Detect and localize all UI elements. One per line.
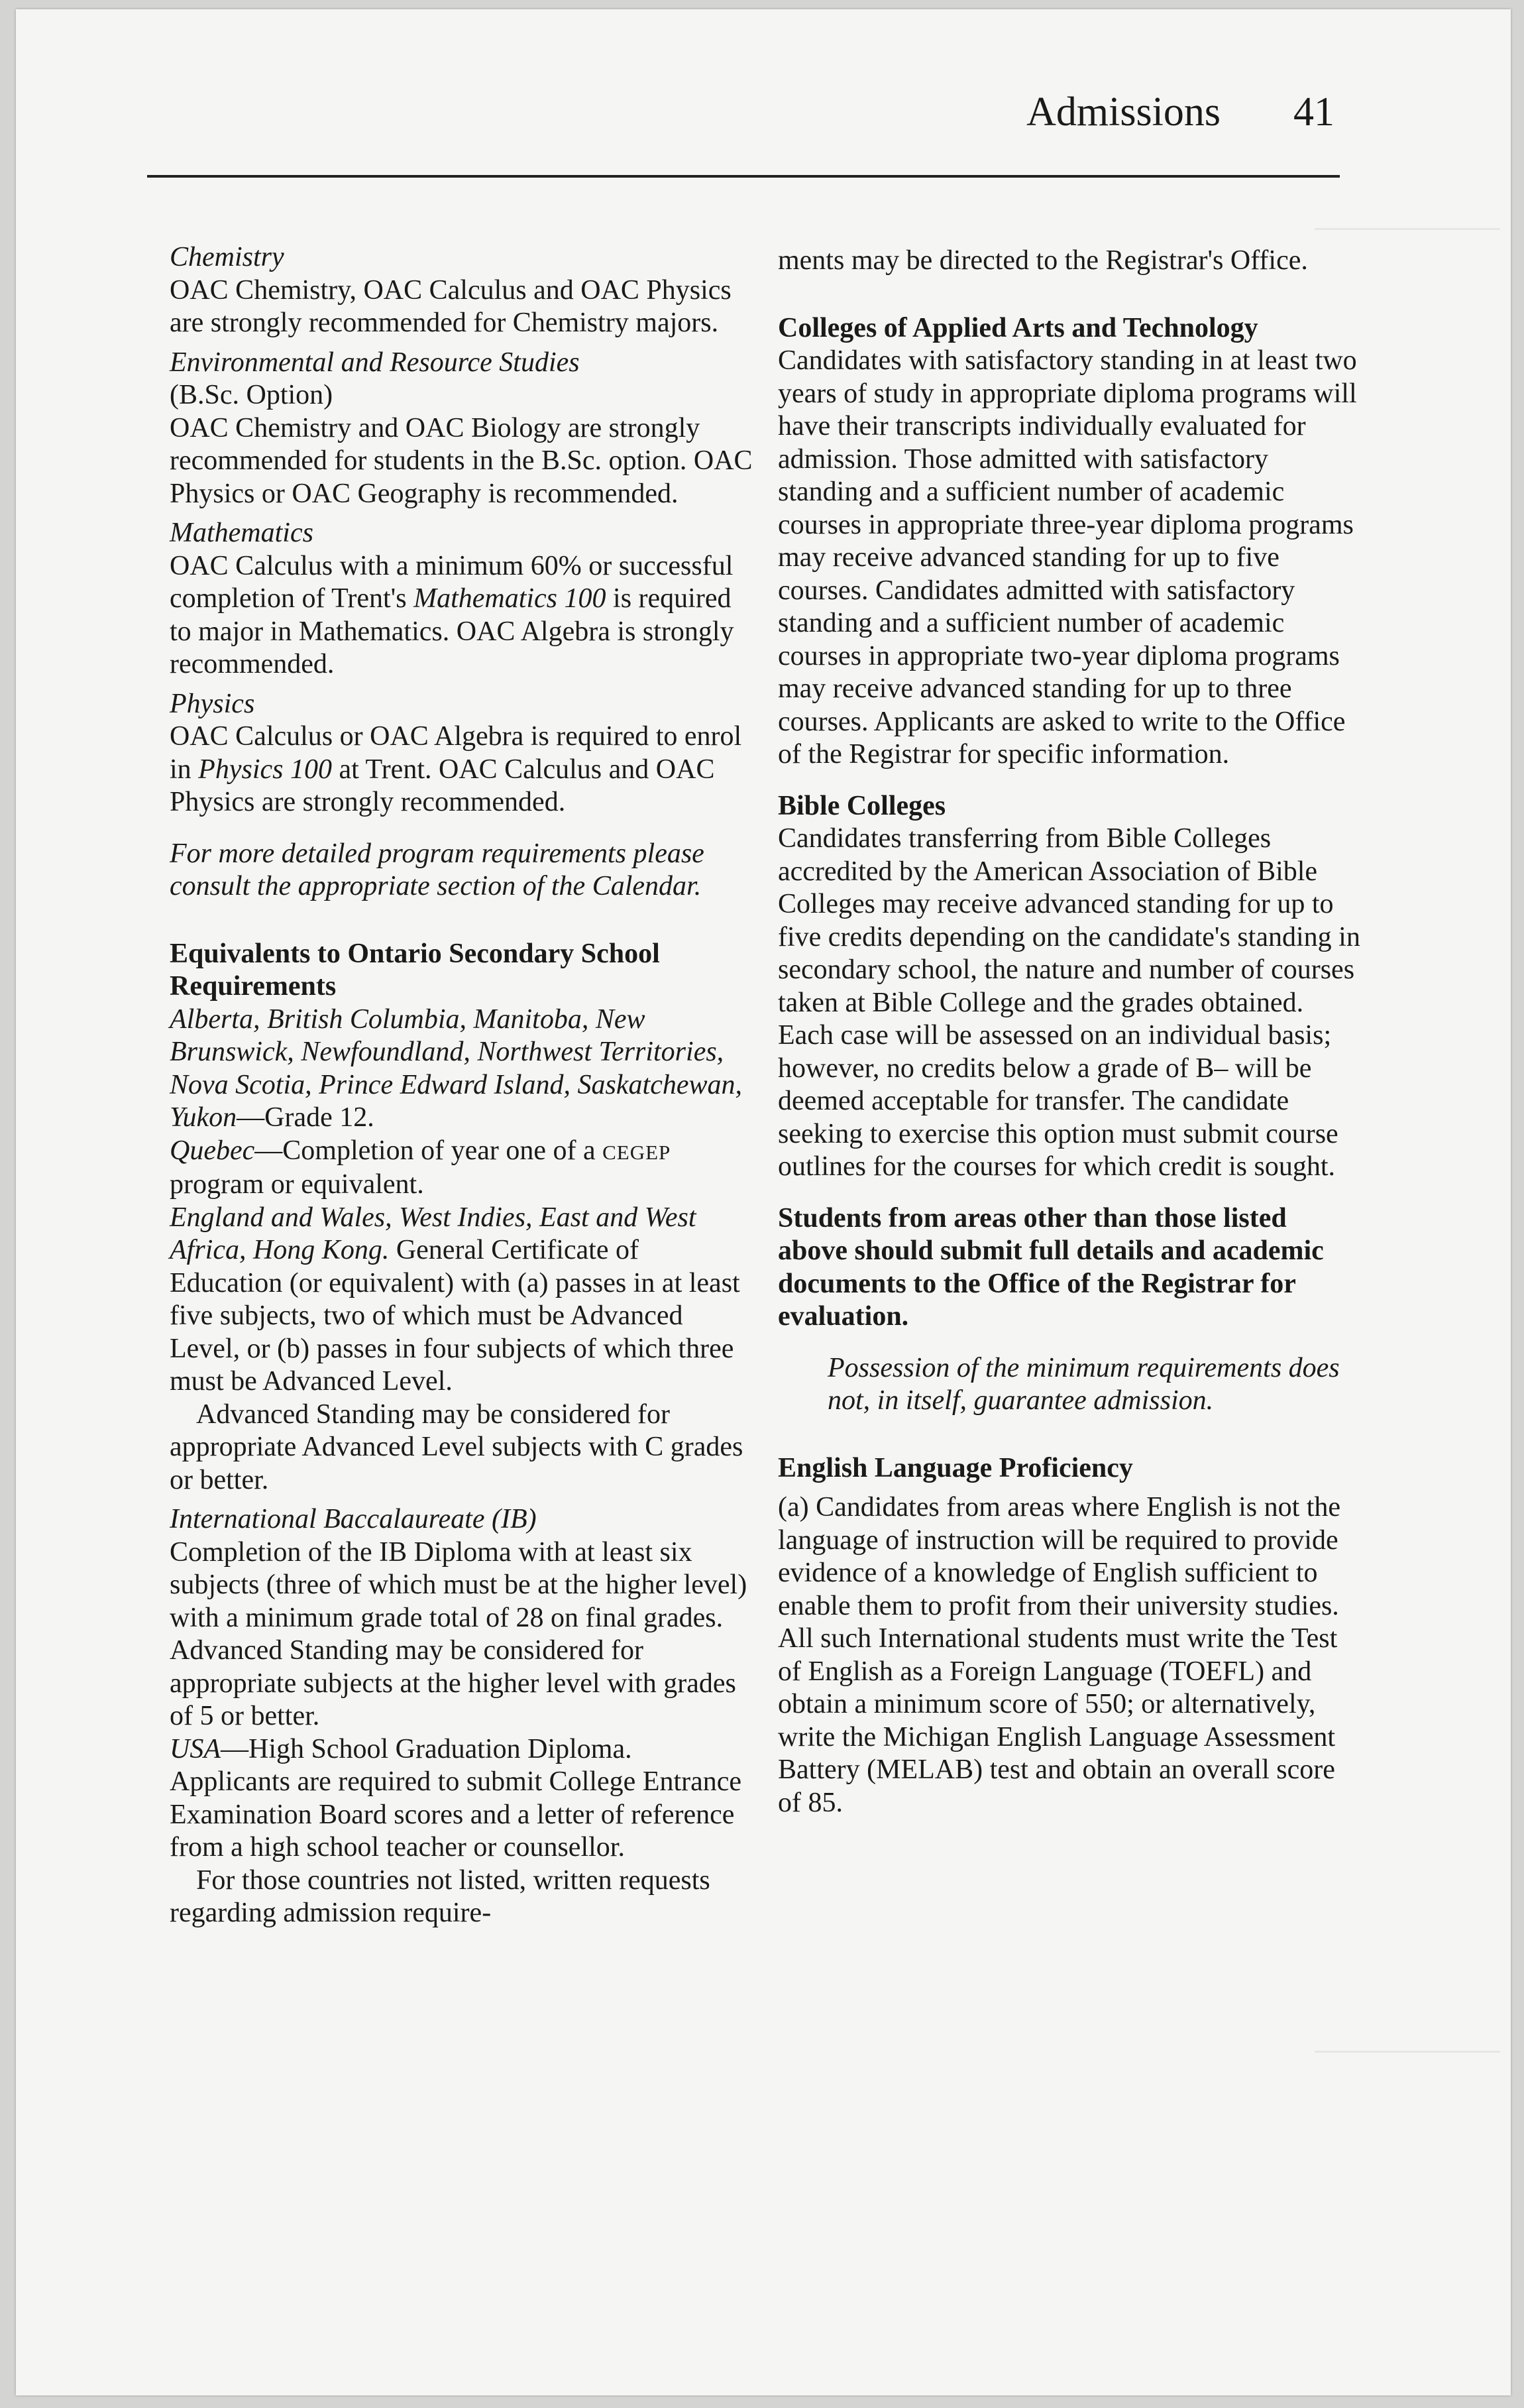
uk-requirements: General Certificate of Education (or equivalent) with (a) passes in at least five subjects, two of which must be Advanced Level, or (b) passes in four subjects of which three must be Advanced Level.	[170, 1235, 740, 1397]
quebec-text-part: —Completion of year one of a	[254, 1135, 596, 1166]
provinces-text	[170, 1003, 753, 1135]
physics-course: Physics 100	[198, 754, 332, 785]
page-number: 41	[1293, 89, 1334, 135]
bible-colleges-text: Candidates transferring from Bible Colleges accredited by the American Association of Bible Colleges may receive advanced standing for up to five credits depending on the candidate's standing in secondary school, the nature and number of courses taken at Bible College and the grades obtained. Each case will be assessed on an individual basis; however, no credits below a grade of B– will be deemed acceptable for transfer. The candidate seeking to exercise this option must submit course outlines for the courses for which credit is sought.	[778, 823, 1360, 1182]
env-option: (B.Sc. Option)	[170, 380, 333, 410]
bible-colleges-heading: Bible Colleges	[778, 790, 946, 821]
env-text: OAC Chemistry and OAC Biology are strongly recommended for students in the B.Sc. option. OAC Physics or OAC Geography is recommended.	[170, 412, 753, 509]
other-countries-text: For those countries not listed, written requests regarding admission require-	[170, 1864, 710, 1928]
physics-text-part: at Trent. OAC Calculus and OAC Physics are strongly recommended.	[170, 754, 715, 817]
usa-requirements: —High School Graduation Diploma. Applicants are required to submit College Entrance Examination Board scores and a letter of reference from a high school teacher or counsellor.	[170, 1733, 742, 1863]
quebec-text-part: program or equivalent.	[170, 1169, 424, 1200]
math-text	[170, 550, 753, 681]
possession-note: Possession of the minimum requirements does not, in itself, guarantee admission.	[828, 1352, 1340, 1416]
provinces-requirement: —Grade 12.	[237, 1102, 374, 1133]
env-heading: Environmental and Resource Studies	[170, 347, 580, 378]
uk-text	[170, 1202, 753, 1399]
usa-text	[170, 1733, 753, 1864]
usa-label: USA	[170, 1733, 221, 1764]
header-rule	[147, 175, 1340, 178]
physics-heading: Physics	[170, 688, 255, 719]
ib-text: Completion of the IB Diploma with at least six subjects (three of which must be at the higher level) with a minimum grade total of 28 on final grades. Advanced Standing may be considered for appropriate subjects at the higher level with grades of 5 or better.	[170, 1536, 747, 1731]
section-title: Admissions	[1026, 89, 1221, 135]
physics-text	[170, 720, 753, 819]
more-info-note: For more detailed program requirements please consult the appropriate section of the Calendar.	[170, 838, 704, 901]
caat-text: Candidates with satisfactory standing in at least two years of study in appropriate diploma programs will have their transcripts individually evaluated for admission. Those admitted with satisfactory standing and a sufficient number of academic courses in appropriate three-year diploma programs may receive advanced standing for up to five courses. Candidates admitted with satisfactory standing and a sufficient number of academic courses in appropriate two-year diploma programs may receive advanced standing for up to three courses. Applicants are asked to write to the Office of the Registrar for specific information.	[778, 345, 1357, 770]
left-column	[170, 241, 753, 1930]
math-heading: Mathematics	[170, 518, 313, 548]
ib-heading: International Baccalaureate (IB)	[170, 1504, 537, 1534]
scanned-page	[16, 9, 1511, 2395]
caat-heading: Colleges of Applied Arts and Technology	[778, 312, 1258, 343]
english-proficiency-text: (a) Candidates from areas where English is not the language of instruction will be required to provide evidence of a knowledge of English sufficient to enable them to profit from their university studies. All such International students must write the Test of English as a Foreign Language (TOEFL) and obtain a minimum score of 550; or alternatively, write the Michigan English Language Assessment Battery (MELAB) test and obtain an overall score of 85.	[778, 1492, 1341, 1818]
quebec-label: Quebec	[170, 1135, 255, 1166]
math-text-part: is required to major in Mathematics. OAC Algebra is strongly recommended.	[170, 583, 734, 679]
cegep-label: CEGEP	[602, 1140, 671, 1164]
right-column	[778, 245, 1361, 1819]
bleed-through-decoration	[1315, 2051, 1500, 2132]
uk-regions: England and Wales, West Indies, East and West Africa, Hong Kong.	[170, 1202, 696, 1265]
equivalents-heading: Equivalents to Ontario Secondary School Requirements	[170, 938, 660, 1002]
other-areas-note: Students from areas other than those listed above should submit full details and academic documents to the Office of the Registrar for evaluation.	[778, 1202, 1324, 1332]
quebec-text	[170, 1135, 753, 1202]
page-header	[970, 89, 1334, 136]
uk-advanced-standing: Advanced Standing may be considered for appropriate Advanced Level subjects with C grades or better.	[170, 1399, 743, 1495]
physics-text-part: OAC Calculus or OAC Algebra is required to enrol in	[170, 721, 742, 785]
continued-text: ments may be directed to the Registrar's Office.	[778, 245, 1308, 276]
chemistry-text: OAC Chemistry, OAC Calculus and OAC Physics are strongly recommended for Chemistry majors.	[170, 274, 732, 338]
provinces-list: Alberta, British Columbia, Manitoba, New Brunswick, Newfoundland, Northwest Territories, Nova Scotia, Prince Edward Island, Saskatchewan, Yukon	[170, 1003, 742, 1133]
english-proficiency-heading: English Language Proficiency	[778, 1452, 1133, 1483]
chemistry-heading: Chemistry	[170, 242, 284, 272]
math-course: Mathematics 100	[413, 583, 606, 614]
math-text-part: OAC Calculus with a minimum 60% or successful completion of Trent's	[170, 550, 734, 614]
